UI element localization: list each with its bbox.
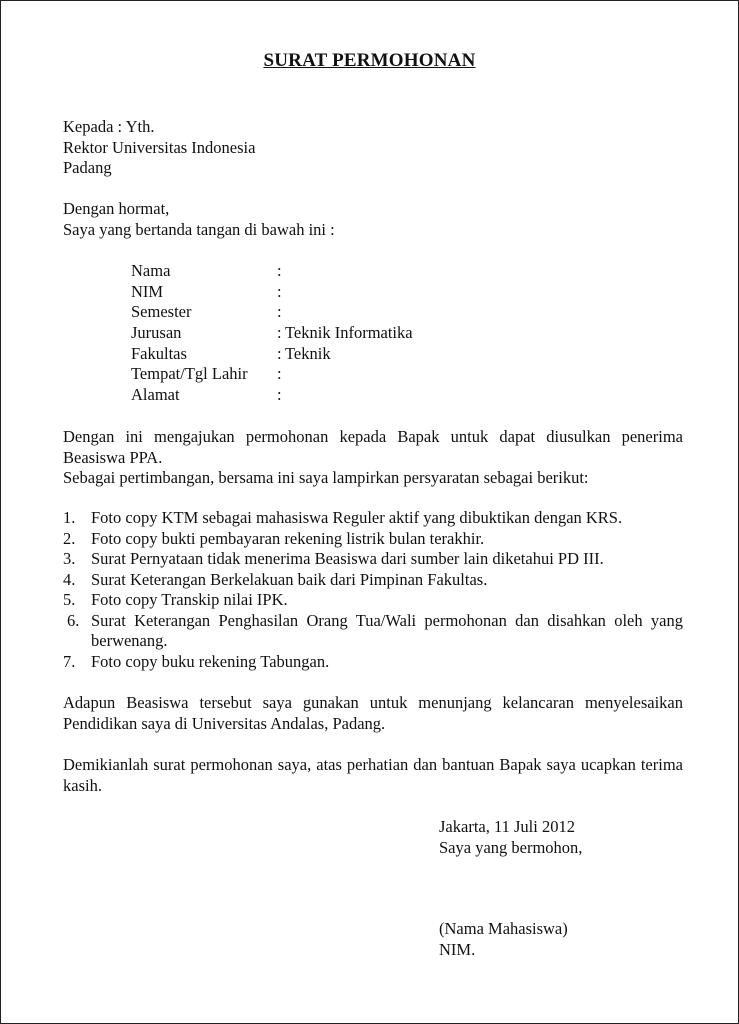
recipient-block [63, 117, 683, 179]
field-separator: : [277, 323, 282, 343]
field-value: Teknik [285, 343, 331, 363]
list-text: Surat Pernyataan tidak menerima Beasiswa dari sumber lain diketahui PD III. [91, 549, 604, 568]
field-separator: : [277, 281, 282, 301]
field-value: Teknik Informatika [285, 323, 413, 343]
list-item [63, 508, 683, 529]
list-item [63, 570, 683, 591]
letter-title: SURAT PERMOHONAN [263, 50, 476, 71]
field-separator: : [277, 343, 282, 363]
list-text: Surat Keterangan Penghasilan Orang Tua/Wali permohonan dan disahkan oleh yang berwenang. [91, 610, 683, 650]
signature-place-date-block [439, 817, 582, 858]
applicant-fields [131, 261, 413, 406]
field-separator: : [277, 302, 282, 322]
field-label: Jurusan [131, 323, 182, 343]
list-number: 7. [63, 651, 76, 671]
greeting-salutation: Dengan hormat, [63, 199, 170, 218]
field-label: Nama [131, 261, 171, 280]
list-item [63, 549, 683, 570]
list-item [63, 652, 683, 673]
list-number: 1. [63, 508, 76, 527]
field-label: Tempat/Tgl Lahir [131, 364, 248, 384]
requirements-list [63, 508, 683, 672]
field-separator: : [277, 364, 282, 384]
recipient-line-3: Padang [63, 158, 112, 177]
field-row-fakultas [131, 344, 413, 365]
list-number: 6. [67, 610, 80, 630]
sender-line: Saya yang bermohon, [439, 837, 583, 857]
list-text: Surat Keterangan Berkelakuan baik dari Pimpinan Fakultas. [91, 569, 488, 589]
list-text: Foto copy buku rekening Tabungan. [91, 651, 330, 671]
field-label: Alamat [131, 385, 180, 405]
consideration-line: Sebagai pertimbangan, bersama ini saya lampirkan persyaratan sebagai berikut: [63, 468, 589, 487]
list-item [63, 590, 683, 611]
field-row-nama [131, 261, 413, 282]
list-text: Foto copy Transkip nilai IPK. [91, 590, 288, 609]
closing-paragraph: Demikianlah surat permohonan saya, atas perhatian dan bantuan Bapak saya ucapkan terima kasih. [63, 755, 683, 795]
field-row-nim [131, 282, 413, 303]
field-separator: : [277, 385, 282, 405]
field-row-semester [131, 302, 413, 323]
field-label: NIM [131, 281, 164, 301]
list-number: 3. [63, 549, 76, 568]
greeting-block [63, 199, 683, 240]
list-item [63, 529, 683, 550]
student-name: (Nama Mahasiswa) [439, 919, 568, 938]
list-number: 5. [63, 590, 76, 609]
field-label: Fakultas [131, 343, 187, 363]
field-row-jurusan [131, 323, 413, 344]
field-label: Semester [131, 302, 192, 322]
list-item [63, 611, 683, 652]
list-text: Foto copy KTM sebagai mahasiswa Reguler aktif yang dibuktikan dengan KRS. [91, 508, 623, 527]
list-number: 2. [63, 528, 76, 548]
place-date: Jakarta, 11 Juli 2012 [439, 817, 575, 836]
list-number: 4. [63, 569, 76, 589]
field-row-alamat [131, 385, 413, 406]
recipient-line-1: Kepada : Yth. [63, 117, 155, 136]
student-nim: NIM. [439, 939, 476, 959]
signature-name-block [439, 919, 568, 960]
field-separator: : [277, 261, 282, 280]
greeting-intro: Saya yang bertanda tangan di bawah ini : [63, 219, 335, 239]
purpose-paragraph: Adapun Beasiswa tersebut saya gunakan untuk menunjang kelancaran menyelesaikan Pendidikan saya di Universitas Andalas, Padang. [63, 693, 683, 733]
field-row-tempat-tgl-lahir [131, 364, 413, 385]
list-text: Foto copy bukti pembayaran rekening listrik bulan terakhir. [91, 528, 485, 548]
request-paragraph: Dengan ini mengajukan permohonan kepada Bapak untuk dapat diusulkan penerima Beasiswa PPA. [63, 427, 683, 467]
recipient-line-2: Rektor Universitas Indonesia [63, 137, 256, 157]
